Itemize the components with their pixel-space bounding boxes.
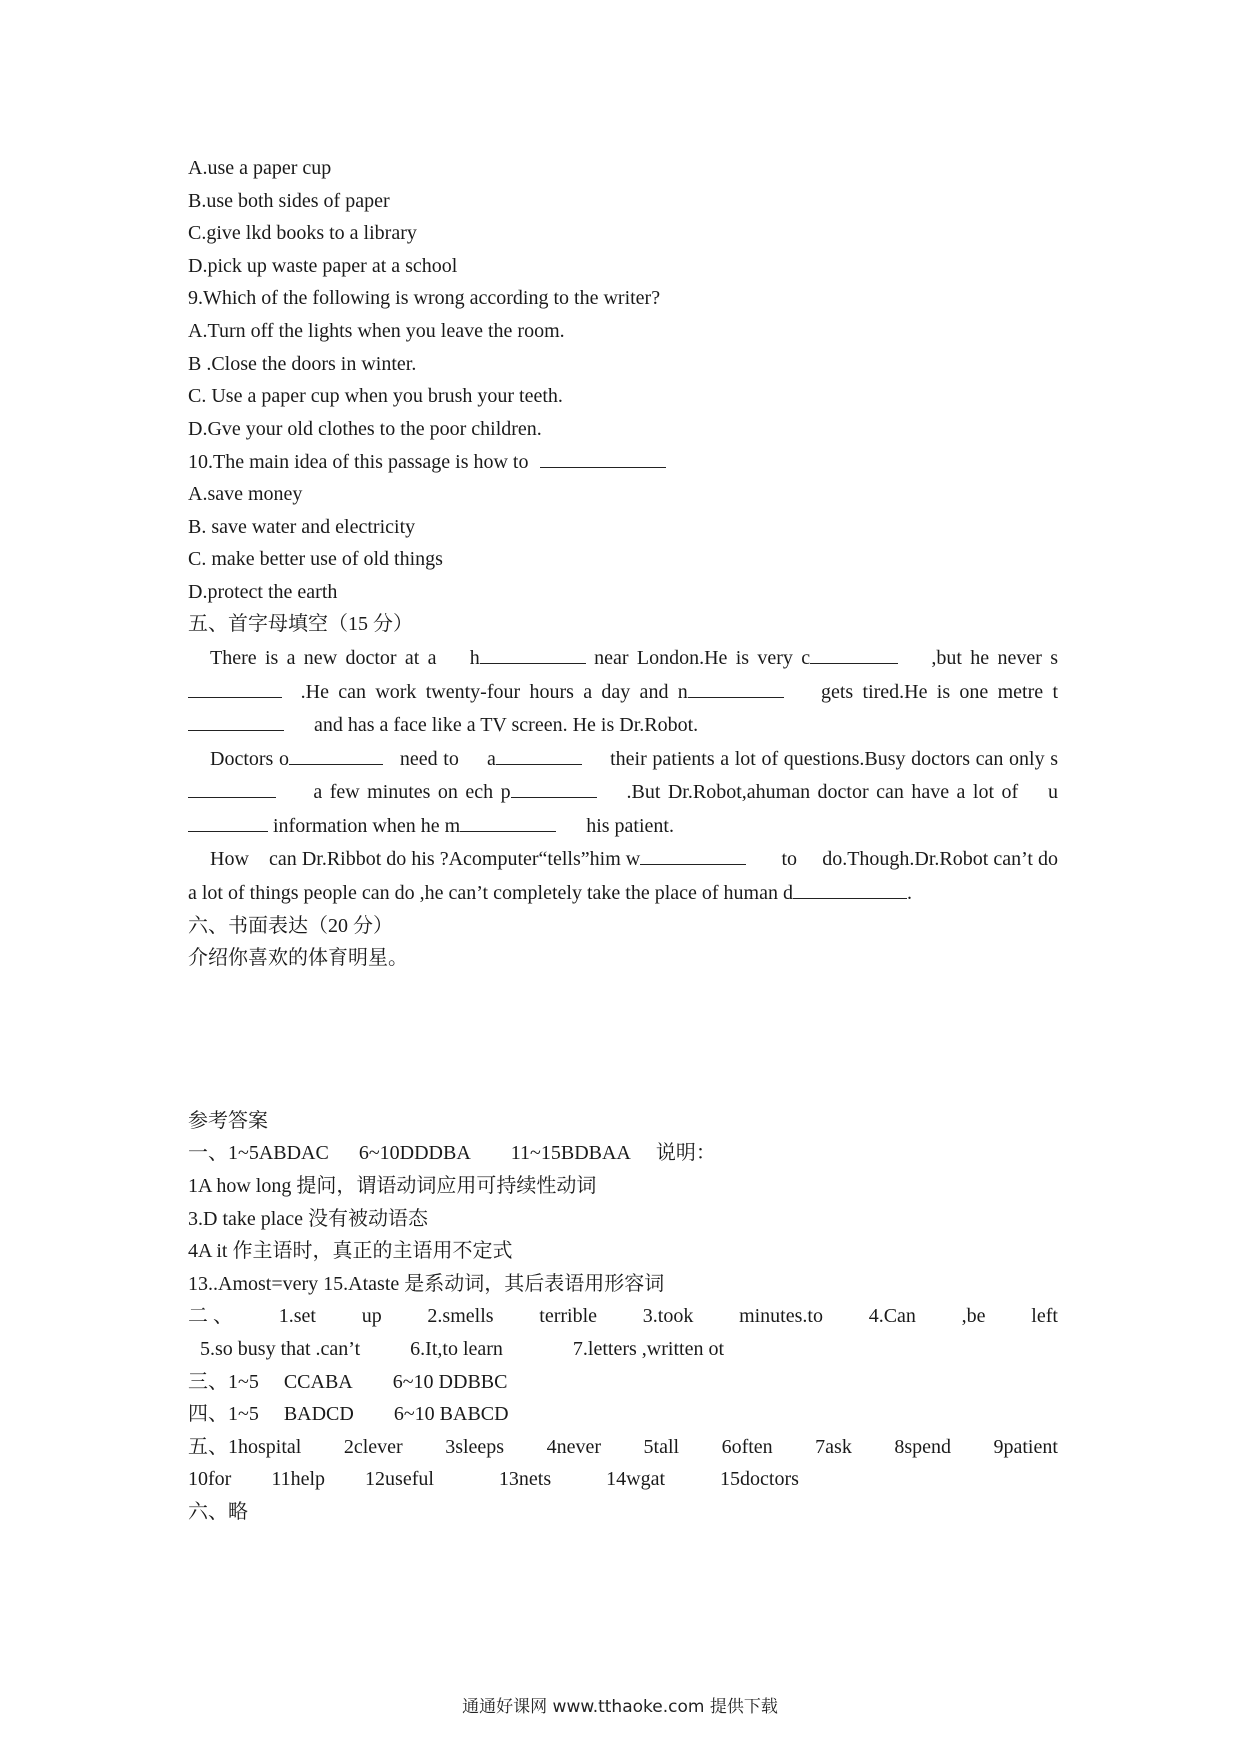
passage-paragraph-1: There is a new doctor at a h near London.He is very c ,but he never s .He can work twenty-four hours a day and n gets tired.He is one metre t and has a face like a TV screen. He is Dr.Robot.	[188, 641, 1058, 742]
q8-option-d: D.pick up waste paper at a school	[188, 254, 458, 277]
answers-section-3: 三、1~5 CCABA 6~10 DDBBC	[188, 1370, 508, 1393]
blank-12[interactable]	[640, 842, 746, 865]
answers-section-5-row-1: 五、1hospital 2clever 3sleeps 4never 5tall 6often 7ask 8spend 9patient	[188, 1435, 1058, 1458]
section6-heading: 六、书面表达（20 分）	[188, 914, 393, 937]
blank-13[interactable]	[793, 876, 907, 899]
writing-space	[188, 975, 1058, 1105]
q8-option-b: B.use both sides of paper	[188, 189, 390, 212]
answers-section-2-row-2: 5.so busy that .can’t 6.It,to learn 7.letters ,written ot	[200, 1338, 724, 1360]
blank-1[interactable]	[480, 641, 586, 664]
answers-title: 参考答案	[188, 1109, 268, 1132]
blank-5[interactable]	[188, 708, 284, 731]
document-page	[188, 152, 1058, 1529]
q10-option-c: C. make better use of old things	[188, 548, 443, 571]
q8-option-c: C.give lkd books to a library	[188, 222, 417, 245]
blank-9[interactable]	[511, 775, 597, 798]
answers-section-6: 六、略	[188, 1500, 248, 1523]
q9-option-a: A.Turn off the lights when you leave the room.	[188, 319, 565, 342]
q10-question-text: 10.The main idea of this passage is how to	[188, 451, 529, 474]
answers-section-4: 四、1~5 BADCD 6~10 BABCD	[188, 1403, 509, 1426]
answers-section-5-row-2: 10for 11help 12useful 13nets 14wgat 15doctors	[188, 1468, 799, 1491]
q10-answer-blank[interactable]	[540, 445, 666, 468]
answers-section-1: 一、1~5ABDAC 6~10DDDBA 11~15BDBAA 说明：	[188, 1142, 716, 1165]
q10-option-a: A.save money	[188, 482, 303, 505]
page-footer: 通通好课网 www.tthaoke.com 提供下载	[462, 1697, 778, 1717]
q9-option-c: C. Use a paper cup when you brush your teeth.	[188, 385, 563, 408]
blank-8[interactable]	[188, 775, 276, 798]
passage-paragraph-2: Doctors o need to a their patients a lot of questions.Busy doctors can only s a few minutes on ech p .But Dr.Robot,ahuman doctor can have a lot of u information when he m his patient.	[188, 742, 1058, 843]
blank-6[interactable]	[289, 742, 383, 765]
answers-section-2-row-1: 二 、 1.set up 2.smells terrible 3.took minutes.to 4.Can ,be left	[188, 1305, 1058, 1328]
blank-11[interactable]	[460, 809, 556, 832]
blank-4[interactable]	[688, 675, 784, 698]
section5-heading: 五、首字母填空（15 分）	[188, 613, 413, 636]
q9-option-d: D.Gve your old clothes to the poor children.	[188, 417, 542, 440]
answer-note-4: 13..Amost=very 15.Ataste 是系动词，其后表语用形容词	[188, 1272, 665, 1295]
blank-3[interactable]	[188, 675, 282, 698]
passage-paragraph-3: How can Dr.Ribbot do his ?Acomputer“tells”him w to do.Though.Dr.Robot can’t do a lot of things people can do ,he can’t completely take the place of human d .	[188, 842, 1058, 909]
answer-note-2: 3.D take place 没有被动语态	[188, 1207, 428, 1230]
blank-7[interactable]	[496, 742, 582, 765]
answer-note-3: 4A it 作主语时，真正的主语用不定式	[188, 1240, 513, 1263]
section6-prompt: 介绍你喜欢的体育明星。	[188, 947, 408, 970]
q9-option-b: B .Close the doors in winter.	[188, 352, 417, 375]
blank-10[interactable]	[188, 809, 268, 832]
q10-option-d: D.protect the earth	[188, 580, 338, 603]
section5-passage	[188, 641, 1058, 910]
q10-question	[188, 445, 1058, 478]
q9-question: 9.Which of the following is wrong according to the writer?	[188, 287, 661, 310]
answer-note-1: 1A how long 提问，谓语动词应用可持续性动词	[188, 1175, 597, 1198]
q8-option-a: A.use a paper cup	[188, 157, 332, 179]
blank-2[interactable]	[810, 641, 898, 664]
q10-option-b: B. save water and electricity	[188, 515, 416, 538]
